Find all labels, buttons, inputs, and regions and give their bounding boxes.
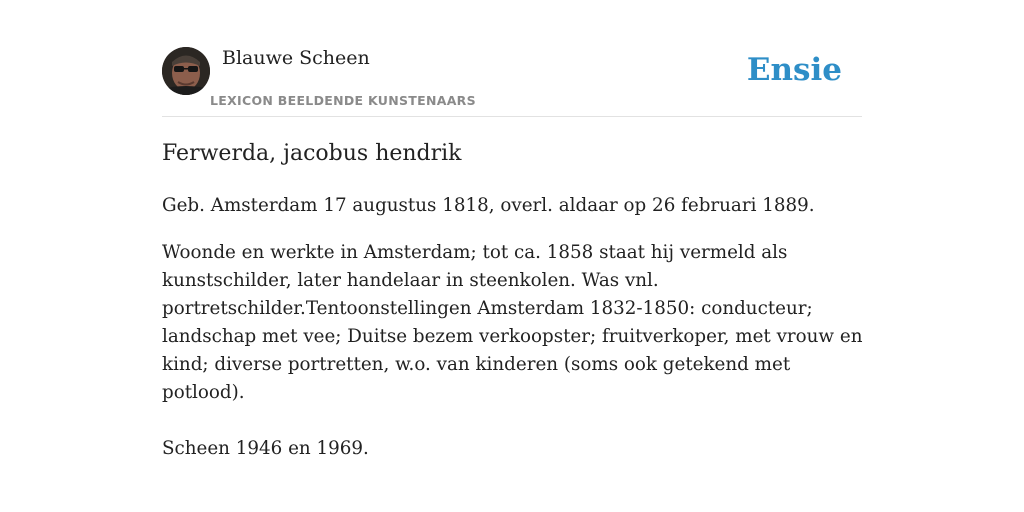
brand-logo[interactable]: Ensie <box>746 52 842 88</box>
article-paragraph: Scheen 1946 en 1969. <box>162 438 369 459</box>
article-body <box>162 138 869 463</box>
avatar[interactable] <box>162 47 210 95</box>
author-name[interactable]: Blauwe Scheen <box>222 47 370 69</box>
article-header <box>162 46 862 117</box>
page-title: Ferwerda, jacobus hendrik <box>162 141 462 166</box>
article-paragraph: Woonde en werkte in Amsterdam; tot ca. 1858 staat hij vermeld als kunstschilder, later handelaar in steenkolen. Was vnl. portretschilder.Tentoonstellingen Amsterdam 1832-1850: conducteur; landschap met vee; Duitse bezem verkoopster; fruitverkoper, met vrouw en kind; diverse portretten, w.o. van kinderen (soms ook getekend met potlood). <box>162 242 869 403</box>
author-photo-icon <box>162 47 210 95</box>
article-paragraph: Geb. Amsterdam 17 augustus 1818, overl. aldaar op 26 februari 1889. <box>162 195 815 216</box>
publication-label[interactable]: LEXICON BEELDENDE KUNSTENAARS <box>210 93 476 108</box>
